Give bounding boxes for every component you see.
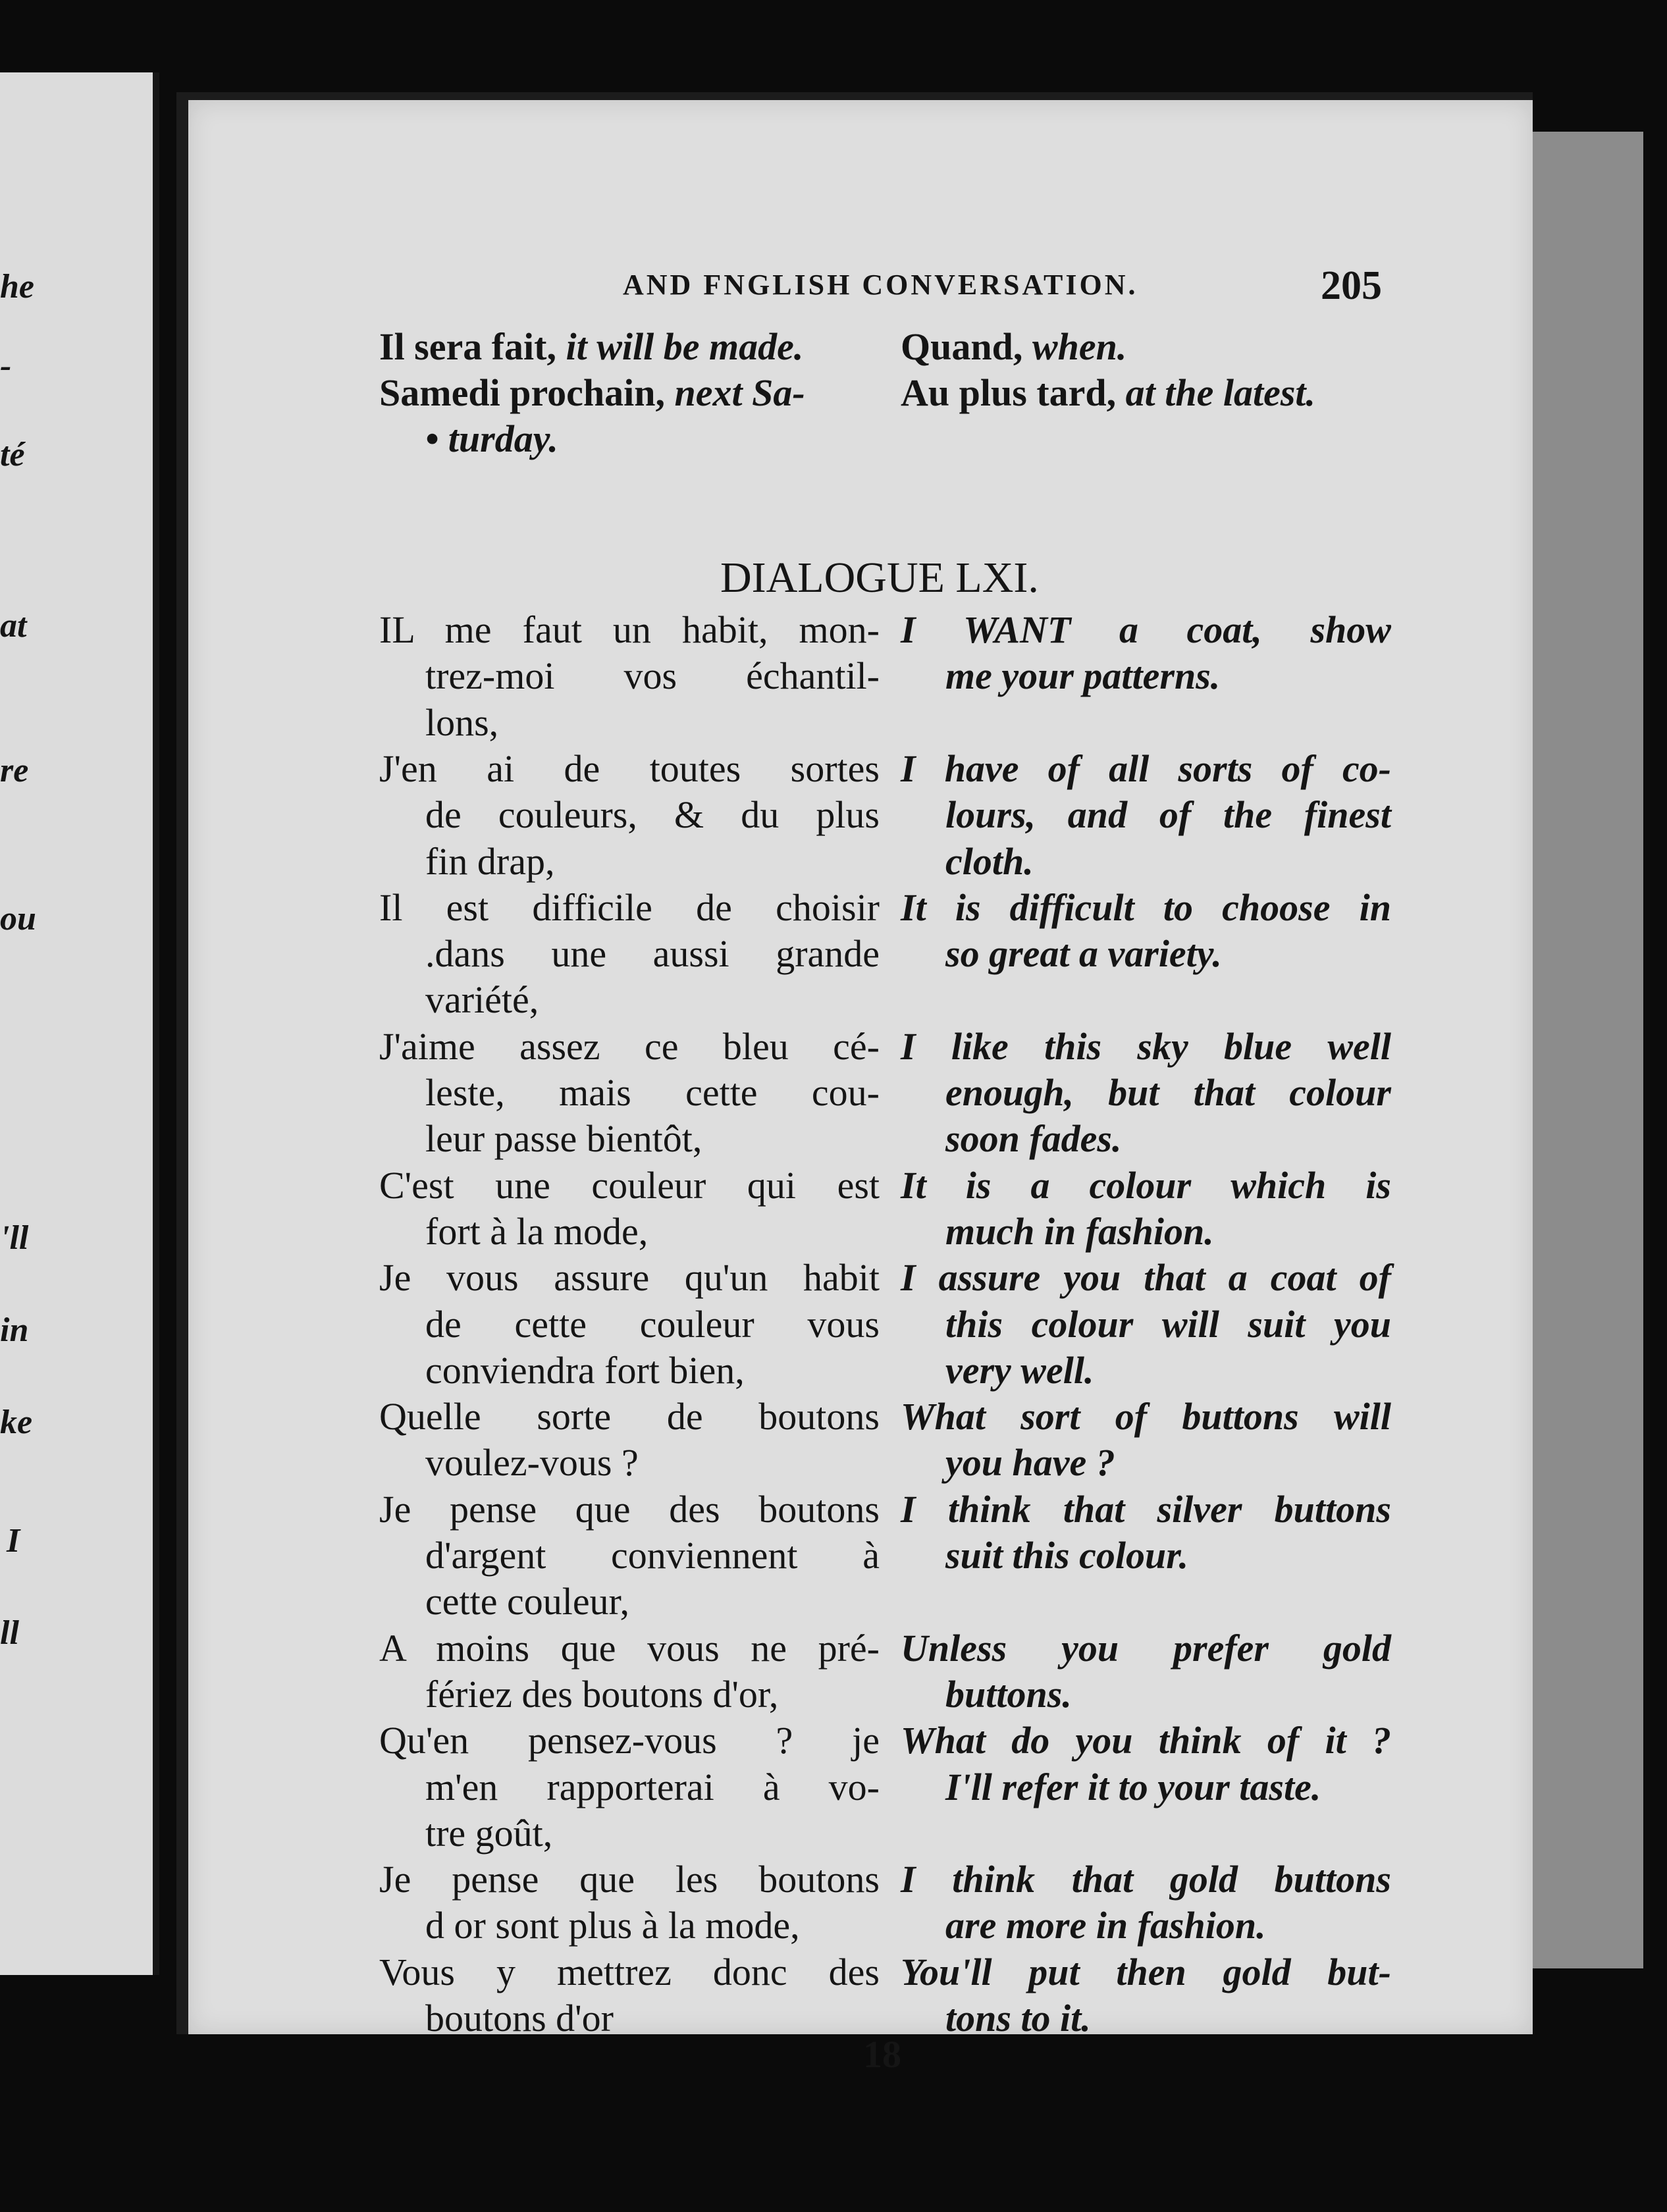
english-text: It is difficult to choose in — [901, 885, 1391, 929]
dialogue-line — [188, 1764, 1533, 1810]
dialogue-line — [188, 653, 1533, 699]
french-text: d or sont plus à la mode, — [425, 1904, 800, 1947]
french-text: .dans une aussi grande — [425, 932, 880, 976]
french-text: lons, — [425, 700, 499, 744]
dialogue-line — [188, 324, 1533, 370]
french-text: cette couleur, — [425, 1580, 630, 1623]
english-text: What sort of buttons will — [901, 1395, 1391, 1438]
english-text: I assure you that a coat of — [901, 1256, 1391, 1300]
english-text: What do you think of it ? — [901, 1719, 1391, 1762]
dialogue-line — [188, 1579, 1533, 1625]
english-text: tons to it. — [945, 1997, 1091, 2040]
english-gloss: it will be made. — [566, 325, 804, 368]
dialogue-line — [188, 1302, 1533, 1348]
french-text: Je vous assure qu'un habit — [379, 1256, 880, 1300]
french-text: boutons d'or — [425, 1997, 614, 2040]
french-text: de cette couleur vous — [425, 1302, 880, 1346]
dialogue-line — [188, 370, 1533, 416]
dialogue-line — [188, 1209, 1533, 1255]
french-text: de couleurs, & du plus — [425, 793, 880, 837]
french-text: J'aime assez ce bleu cé- — [379, 1024, 880, 1068]
french-text: leur passe bientôt, — [425, 1117, 702, 1161]
dialogue-line — [188, 931, 1533, 977]
french-text: Quand, — [901, 325, 1023, 368]
dialogue-line — [188, 1255, 1533, 1301]
left-fragment: he — [0, 268, 34, 305]
french-text: A moins que vous ne pré- — [379, 1626, 880, 1670]
dialogue-line — [188, 1024, 1533, 1070]
english-text: me your patterns. — [945, 654, 1221, 698]
english-text: You'll put then gold but- — [901, 1950, 1391, 1993]
french-text: fin drap, — [425, 839, 555, 883]
french-text: Qu'en pensez-vous ? je — [379, 1719, 880, 1762]
dialogue-line — [188, 792, 1533, 838]
english-text: I have of all sorts of co- — [901, 747, 1391, 790]
french-text: leste, mais cette cou- — [425, 1071, 880, 1114]
dialogue-line — [188, 1949, 1533, 1995]
english-text: suit this colour. — [945, 1534, 1189, 1577]
english-text: cloth. — [945, 839, 1034, 883]
dialogue-line — [188, 1995, 1533, 2041]
english-text: I think that silver buttons — [901, 1487, 1391, 1531]
french-text: C'est une couleur qui est — [379, 1163, 880, 1207]
dialogue-line — [188, 885, 1533, 931]
dialogue-line — [188, 1348, 1533, 1394]
english-text: are more in fashion. — [945, 1904, 1266, 1947]
english-gloss: at the latest. — [1125, 371, 1316, 414]
french-text: Je pense que les boutons — [379, 1858, 880, 1901]
left-fragment: 'll — [0, 1219, 29, 1257]
dialogue-line — [188, 1672, 1533, 1718]
dialogue-line — [188, 1718, 1533, 1764]
english-text: I WANT a coat, show — [901, 608, 1391, 651]
french-text: fériez des boutons d'or, — [425, 1672, 779, 1716]
dialogue-line — [188, 746, 1533, 792]
french-text: d'argent conviennent à — [425, 1534, 880, 1577]
running-head — [188, 263, 1533, 314]
french-text: Je pense que des boutons — [379, 1487, 880, 1531]
underlying-page-edge — [1514, 132, 1643, 1968]
english-text: so great a variety. — [945, 932, 1222, 976]
french-text: Au plus tard, — [901, 371, 1117, 414]
french-text: Quelle sorte de boutons — [379, 1395, 880, 1438]
left-fragment: ll — [0, 1614, 19, 1652]
left-fragment: ke — [0, 1404, 33, 1441]
dialogue-line — [188, 839, 1533, 885]
english-gloss: when. — [1032, 325, 1127, 368]
dialogue-line — [188, 416, 1533, 462]
english-text: this colour will suit you — [945, 1302, 1391, 1346]
dialogue-line — [188, 1487, 1533, 1533]
french-text: J'en ai de toutes sortes — [379, 747, 880, 790]
french-text: conviendra fort bien, — [425, 1348, 745, 1392]
dialogue-line — [188, 1394, 1533, 1440]
french-text: trez-moi vos échantil- — [425, 654, 880, 698]
french-text: variété, — [425, 978, 539, 1022]
english-gloss: • turday. — [425, 417, 558, 460]
running-title: AND FNGLISH CONVERSATION. — [623, 269, 1138, 301]
dialogue-line — [188, 1070, 1533, 1116]
english-text: It is a colour which is — [901, 1163, 1391, 1207]
book-page — [176, 92, 1533, 2076]
dialogue-line — [188, 1533, 1533, 1579]
french-text: Vous y mettrez donc des — [379, 1950, 880, 1993]
left-fragment: re — [0, 752, 29, 789]
french-text: tre goût, — [425, 1811, 553, 1855]
french-text: IL me faut un habit, mon- — [379, 608, 880, 651]
french-text: fort à la mode, — [425, 1209, 648, 1253]
dialogue-line — [188, 700, 1533, 746]
french-text: voulez-vous ? — [425, 1441, 639, 1485]
facing-page-left — [0, 72, 159, 1975]
left-fragment: té — [0, 436, 25, 473]
dialogue-line — [188, 1810, 1533, 1856]
dialogue-line — [188, 1856, 1533, 1903]
page-number: 205 — [1321, 263, 1382, 308]
english-text: lours, and of the finest — [945, 793, 1391, 837]
english-text: very well. — [945, 1348, 1094, 1392]
english-text: Unless you prefer gold — [901, 1626, 1391, 1670]
english-text: I'll refer it to your taste. — [945, 1765, 1321, 1808]
left-fragment: I — [7, 1522, 20, 1560]
dialogue-line — [188, 1163, 1533, 1209]
english-text: I think that gold buttons — [901, 1858, 1391, 1901]
french-text: Samedi prochain, — [379, 371, 666, 414]
dialogue-line — [188, 1116, 1533, 1162]
dialogue-line — [188, 1903, 1533, 1949]
left-fragment: in — [0, 1311, 29, 1349]
english-text: buttons. — [945, 1672, 1072, 1716]
signature-mark: 18 — [863, 2033, 901, 2076]
left-fragment: ou — [0, 900, 36, 937]
english-text: soon fades. — [945, 1117, 1122, 1161]
english-text: enough, but that colour — [945, 1071, 1391, 1114]
english-text: you have ? — [945, 1441, 1115, 1485]
english-text: I like this sky blue well — [901, 1024, 1391, 1068]
left-fragment: at — [0, 607, 27, 645]
dialogue-title: DIALOGUE LXI. — [720, 554, 1039, 602]
dialogue-line — [188, 977, 1533, 1023]
english-gloss: next Sa- — [674, 371, 805, 414]
english-text: much in fashion. — [945, 1209, 1214, 1253]
dialogue-line — [188, 1625, 1533, 1672]
french-text: Il sera fait, — [379, 325, 556, 368]
french-text: m'en rapporterai à vo- — [425, 1765, 880, 1808]
dialogue-line — [188, 1440, 1533, 1486]
dialogue-line — [188, 607, 1533, 653]
french-text: Il est difficile de choisir — [379, 885, 880, 929]
left-fragment: - — [0, 347, 12, 384]
